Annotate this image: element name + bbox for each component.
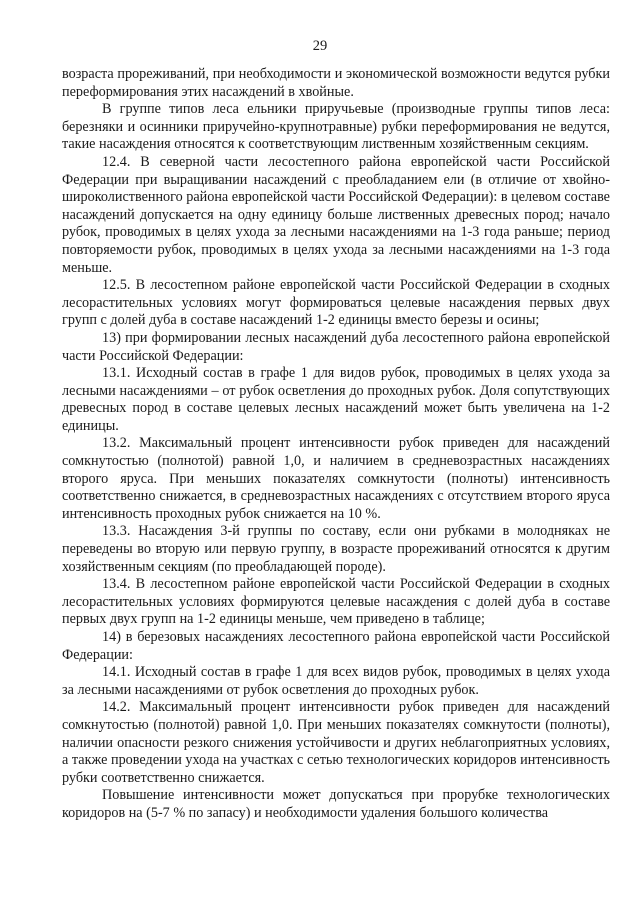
paragraph: 13.3. Насаждения 3-й группы по составу, если они рубками в молодняках не переведены во вторую или первую группу, в возрасте прореживаний относятся к другим хозяйственным секциям (по преобладающей породе). — [62, 523, 610, 575]
paragraph: 14) в березовых насаждениях лесостепного района европейской части Российской Федерации: — [62, 629, 610, 663]
paragraph: 14.1. Исходный состав в графе 1 для всех видов рубок, проводимых в целях ухода за лесными насаждениями от рубок осветления до проходных рубок. — [62, 664, 610, 698]
paragraph: В группе типов леса ельники приручьевые (производные группы типов леса: березняки и осинники приручейно-крупнотравные) рубки переформирования не ведутся, такие насаждения относятся к соответствующим лиственным хозяйственным секциям. — [62, 101, 610, 153]
page-number: 29 — [312, 38, 328, 54]
paragraph: 13.1. Исходный состав в графе 1 для видов рубок, проводимых в целях ухода за лесными насаждениями – от рубок осветления до проходных рубок. Доля сопутствующих древесных пород в составе целевых лесных насаждений может быть увеличена на 1-2 единицы. — [62, 365, 610, 434]
paragraph: 14.2. Максимальный процент интенсивности рубок приведен для насаждений сомкнутостью (полнотой) равной 1,0. При меньших показателях сомкнутости (полноты), наличии опасности резкого снижения устойчивости и других неблагоприятных условиях, а также проведении ухода на участках с сетью технологических коридоров интенсивность рубки соответственно снижается. — [62, 699, 610, 786]
paragraph: Повышение интенсивности может допускаться при прорубке технологических коридоров на (5-7 % по запасу) и необходимости удаления большого количества — [62, 787, 610, 821]
paragraph: 12.5. В лесостепном районе европейской части Российской Федерации в сходных лесорастительных условиях могут формироваться целевые насаждения первых двух групп с долей дуба в составе насаждений 1-2 единицы вместо березы и осины; — [62, 277, 610, 329]
body-text — [62, 66, 610, 823]
paragraph: 13) при формировании лесных насаждений дуба лесостепного района европейской части Российской Федерации: — [62, 329, 610, 364]
paragraph: возраста прореживаний, при необходимости и экономической возможности ведутся рубки переформирования этих насаждений в хвойные. — [62, 66, 610, 100]
paragraph: 13.2. Максимальный процент интенсивности рубок приведен для насаждений сомкнутостью (полнотой) равной 1,0, и наличием в средневозрастных насаждениях второго яруса. При меньших показателях сомкнутости (полноты) интенсивность соответственно снижается, в средневозрастных насаждениях с отсутствием второго яруса интенсивность проходных рубок снижается на 10 %. — [62, 435, 610, 522]
paragraph: 13.4. В лесостепном районе европейской части Российской Федерации в сходных лесорастительных условиях формируются целевые насаждения с долей дуба в составе первых двух групп на 1-2 единицы меньше, чем приведено в таблице; — [62, 576, 610, 628]
paragraph: 12.4. В северной части лесостепного района европейской части Российской Федерации при выращивании насаждений с преобладанием ели (в отличие от хвойно-широколиственного района европейской части Российской Федерации): в целевом составе насаждений допускается на одну единицу больше лиственных древесных пород; начало рубок, проводимых в целях ухода за лесными насаждениями на 1-3 года раньше; период повторяемости рубок, проводимых в целях ухода за лесными насаждениями на 1-3 года меньше. — [62, 153, 610, 276]
